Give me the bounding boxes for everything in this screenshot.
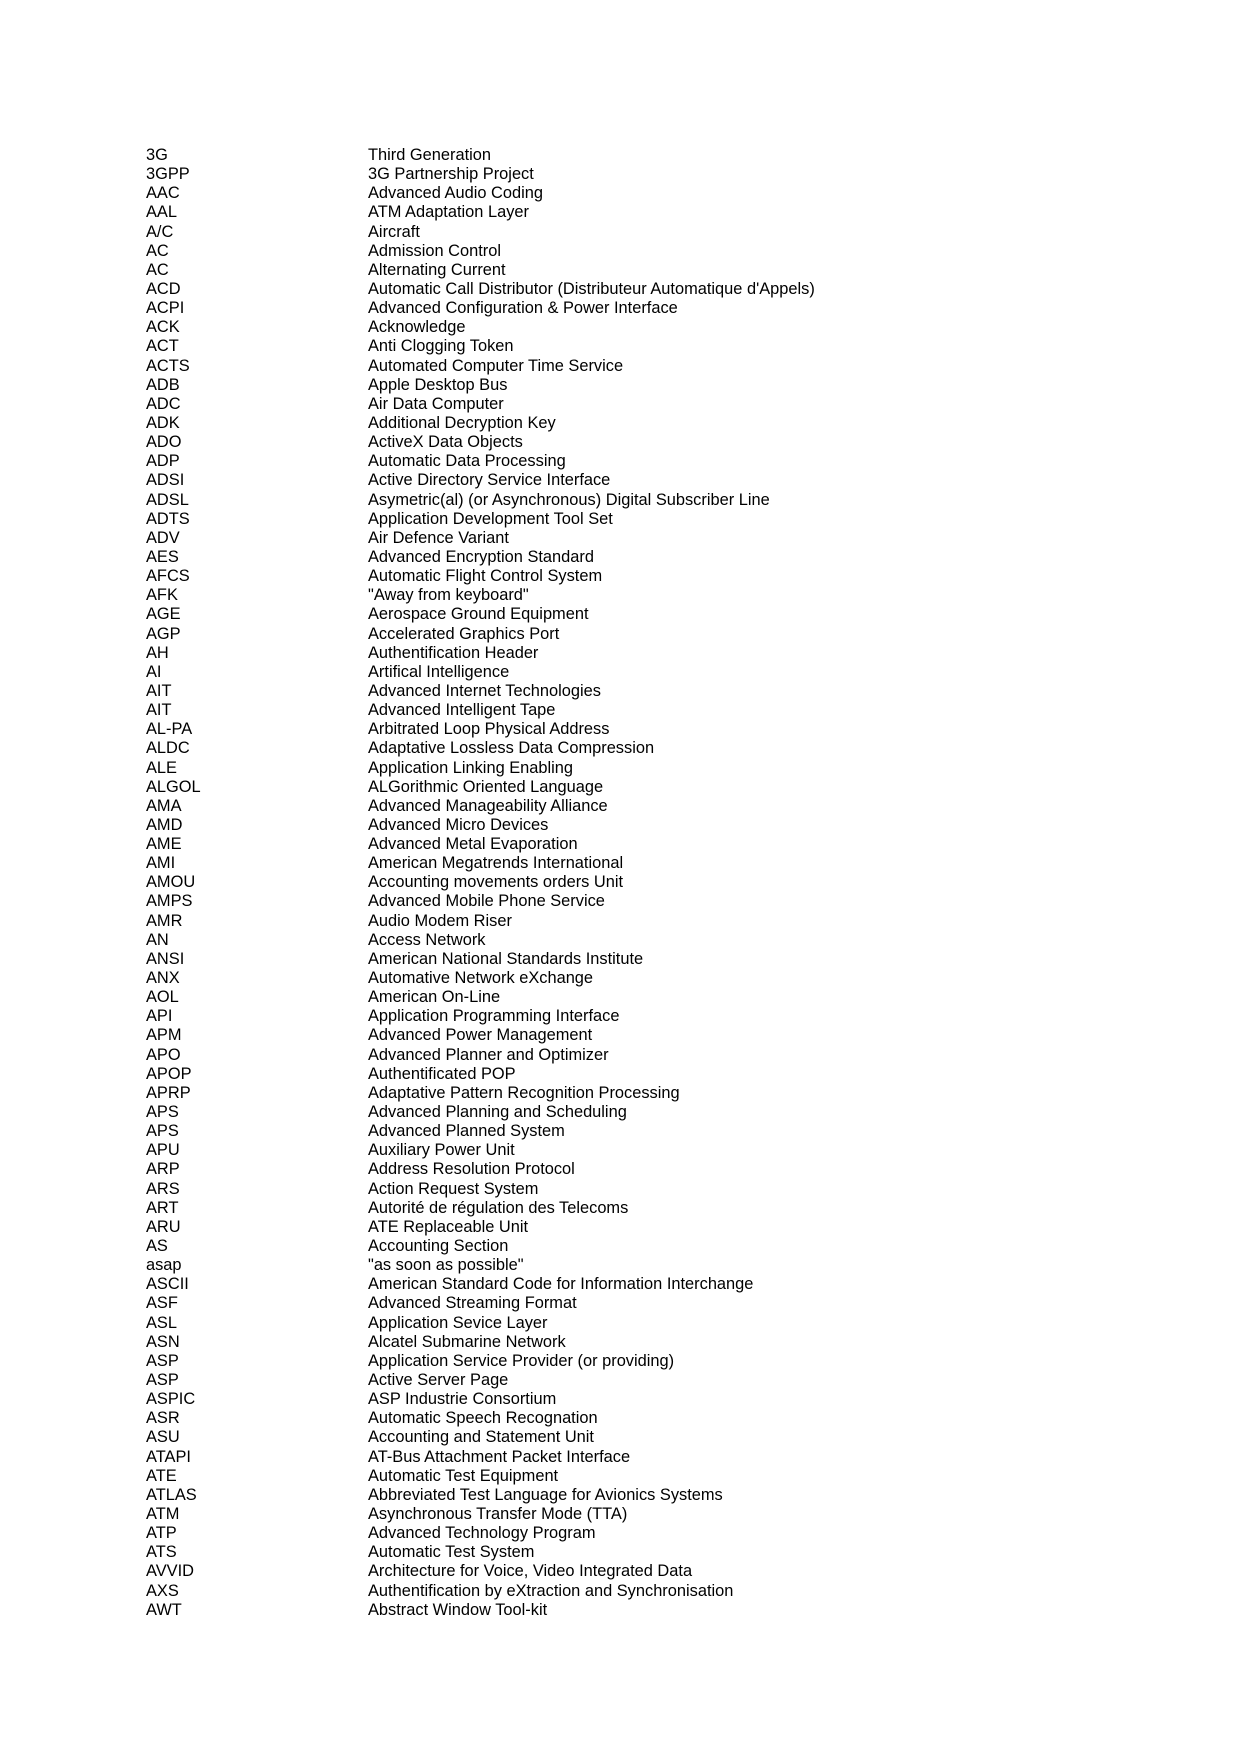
acronym-definition: ALGorithmic Oriented Language bbox=[368, 777, 604, 796]
acronym: AGP bbox=[146, 624, 181, 643]
glossary-row bbox=[146, 184, 1146, 203]
acronym: AN bbox=[146, 930, 169, 949]
acronym-definition: Active Directory Service Interface bbox=[368, 471, 611, 490]
acronym: ALDC bbox=[146, 739, 190, 758]
acronym: AWT bbox=[146, 1600, 182, 1619]
acronym-definition: Advanced Internet Technologies bbox=[368, 681, 601, 700]
acronym-definition: Accounting Section bbox=[368, 1237, 509, 1256]
acronym: ATE bbox=[146, 1466, 177, 1485]
glossary-row bbox=[146, 1543, 1146, 1562]
glossary-row bbox=[146, 491, 1146, 510]
acronym-definition: Advanced Configuration & Power Interface bbox=[368, 299, 678, 318]
acronym-definition: Alternating Current bbox=[368, 260, 506, 279]
acronym: ADC bbox=[146, 394, 181, 413]
acronym: AME bbox=[146, 835, 182, 854]
acronym: API bbox=[146, 1007, 173, 1026]
acronym-definition: Accounting and Statement Unit bbox=[368, 1428, 594, 1447]
acronym: asap bbox=[146, 1256, 182, 1275]
glossary-row bbox=[146, 1294, 1146, 1313]
glossary-row bbox=[146, 261, 1146, 280]
glossary-row bbox=[146, 1199, 1146, 1218]
glossary-row bbox=[146, 242, 1146, 261]
acronym: AL-PA bbox=[146, 720, 193, 739]
glossary-row bbox=[146, 1065, 1146, 1084]
acronym-definition: "Away from keyboard" bbox=[368, 586, 529, 605]
acronym-definition: ActiveX Data Objects bbox=[368, 433, 523, 452]
acronym-definition: Arbitrated Loop Physical Address bbox=[368, 720, 610, 739]
acronym: AIT bbox=[146, 681, 172, 700]
glossary-row bbox=[146, 816, 1146, 835]
glossary-row bbox=[146, 223, 1146, 242]
acronym-definition: Automatic Speech Recognation bbox=[368, 1409, 598, 1428]
acronym: APO bbox=[146, 1045, 181, 1064]
acronym-definition: Advanced Manageability Alliance bbox=[368, 796, 608, 815]
acronym-definition: Application Development Tool Set bbox=[368, 509, 613, 528]
acronym: A/C bbox=[146, 222, 174, 241]
glossary-row bbox=[146, 625, 1146, 644]
acronym: ATM bbox=[146, 1504, 180, 1523]
glossary-row bbox=[146, 1371, 1146, 1390]
glossary-row bbox=[146, 1562, 1146, 1581]
glossary-row bbox=[146, 1026, 1146, 1045]
acronym-definition: Asynchronous Transfer Mode (TTA) bbox=[368, 1504, 628, 1523]
acronym: AS bbox=[146, 1237, 168, 1256]
acronym-definition: Address Resolution Protocol bbox=[368, 1160, 575, 1179]
acronym-definition: Adaptative Pattern Recognition Processing bbox=[368, 1083, 680, 1102]
acronym: AMR bbox=[146, 911, 183, 930]
glossary-row bbox=[146, 586, 1146, 605]
acronym-definition: Anti Clogging Token bbox=[368, 337, 514, 356]
acronym: ASU bbox=[146, 1428, 180, 1447]
acronym: AH bbox=[146, 643, 169, 662]
acronym: ATP bbox=[146, 1524, 177, 1543]
glossary-row bbox=[146, 1333, 1146, 1352]
acronym-definition: Authentificated POP bbox=[368, 1064, 516, 1083]
acronym-definition: Alcatel Submarine Network bbox=[368, 1332, 566, 1351]
acronym: AAC bbox=[146, 184, 180, 203]
glossary-row bbox=[146, 1314, 1146, 1333]
acronym: APOP bbox=[146, 1064, 192, 1083]
acronym-definition: Aircraft bbox=[368, 222, 420, 241]
acronym: ADB bbox=[146, 375, 180, 394]
acronym-definition: Automatic Test Equipment bbox=[368, 1466, 559, 1485]
acronym: ADSL bbox=[146, 490, 189, 509]
acronym: AMOU bbox=[146, 873, 196, 892]
acronym: AGE bbox=[146, 605, 181, 624]
acronym-definition: Third Generation bbox=[368, 146, 491, 164]
glossary-row bbox=[146, 1428, 1146, 1447]
glossary-row bbox=[146, 1275, 1146, 1294]
glossary-row bbox=[146, 1409, 1146, 1428]
acronym-definition: Aerospace Ground Equipment bbox=[368, 605, 589, 624]
glossary-row bbox=[146, 357, 1146, 376]
glossary-row bbox=[146, 452, 1146, 471]
glossary-row bbox=[146, 1103, 1146, 1122]
acronym-definition: Accelerated Graphics Port bbox=[368, 624, 560, 643]
acronym-definition: "as soon as possible" bbox=[368, 1256, 524, 1275]
acronym: AOL bbox=[146, 988, 179, 1007]
acronym-definition: Accounting movements orders Unit bbox=[368, 873, 624, 892]
acronym: AMI bbox=[146, 854, 176, 873]
glossary-row bbox=[146, 1467, 1146, 1486]
glossary-row bbox=[146, 701, 1146, 720]
acronym: ACT bbox=[146, 337, 179, 356]
glossary-row bbox=[146, 165, 1146, 184]
glossary-row bbox=[146, 1141, 1146, 1160]
acronym-definition: Advanced Metal Evaporation bbox=[368, 835, 578, 854]
glossary-row bbox=[146, 1160, 1146, 1179]
glossary-row bbox=[146, 529, 1146, 548]
acronym-definition: Advanced Micro Devices bbox=[368, 815, 549, 834]
acronym-definition: American National Standards Institute bbox=[368, 949, 644, 968]
glossary-row bbox=[146, 395, 1146, 414]
acronym-definition: American On-Line bbox=[368, 988, 501, 1007]
acronym-definition: 3G Partnership Project bbox=[368, 165, 534, 184]
glossary-row bbox=[146, 1122, 1146, 1141]
acronym-definition: Advanced Planned System bbox=[368, 1122, 565, 1141]
acronym: ASP bbox=[146, 1371, 179, 1389]
acronym: AXS bbox=[146, 1581, 179, 1600]
acronym-definition: Advanced Audio Coding bbox=[368, 184, 543, 203]
acronym: ALGOL bbox=[146, 777, 201, 796]
acronym-definition: AT-Bus Attachment Packet Interface bbox=[368, 1447, 631, 1466]
glossary-row bbox=[146, 1007, 1146, 1026]
glossary-row bbox=[146, 337, 1146, 356]
acronym: ACTS bbox=[146, 356, 190, 375]
acronym: ASL bbox=[146, 1313, 177, 1332]
glossary-row bbox=[146, 682, 1146, 701]
glossary-row bbox=[146, 892, 1146, 911]
acronym-definition: Admission Control bbox=[368, 241, 501, 260]
acronym-definition: Advanced Intelligent Tape bbox=[368, 701, 556, 720]
glossary-row bbox=[146, 471, 1146, 490]
glossary-row bbox=[146, 203, 1146, 222]
acronym-definition: Air Data Computer bbox=[368, 394, 504, 413]
glossary-row bbox=[146, 873, 1146, 892]
acronym: APM bbox=[146, 1026, 182, 1045]
acronym: AVVID bbox=[146, 1562, 194, 1581]
acronym: 3GPP bbox=[146, 165, 190, 184]
acronym-definition: Abbreviated Test Language for Avionics Systems bbox=[368, 1485, 723, 1504]
glossary-row bbox=[146, 988, 1146, 1007]
acronym: ADV bbox=[146, 528, 180, 547]
acronym-definition: Acknowledge bbox=[368, 318, 466, 337]
glossary-row bbox=[146, 1524, 1146, 1543]
acronym-definition: Automatic Data Processing bbox=[368, 452, 566, 471]
acronym: ASPIC bbox=[146, 1390, 196, 1409]
glossary-row bbox=[146, 414, 1146, 433]
acronym-definition: Adaptative Lossless Data Compression bbox=[368, 739, 655, 758]
acronym-definition: Autorité de régulation des Telecoms bbox=[368, 1198, 629, 1217]
acronym: APS bbox=[146, 1122, 179, 1141]
acronym-definition: Advanced Technology Program bbox=[368, 1524, 596, 1543]
acronym-definition: Automatic Flight Control System bbox=[368, 567, 603, 586]
acronym: AFCS bbox=[146, 567, 190, 586]
acronym-definition: Air Defence Variant bbox=[368, 528, 509, 547]
acronym-definition: American Megatrends International bbox=[368, 854, 624, 873]
acronym: ATAPI bbox=[146, 1447, 191, 1466]
acronym: AES bbox=[146, 547, 179, 566]
acronym-definition: Application Programming Interface bbox=[368, 1007, 620, 1026]
acronym: ADO bbox=[146, 433, 182, 452]
glossary-row bbox=[146, 759, 1146, 778]
acronym: APU bbox=[146, 1141, 180, 1160]
glossary-row bbox=[146, 739, 1146, 758]
glossary-row bbox=[146, 1390, 1146, 1409]
acronym: ARS bbox=[146, 1179, 180, 1198]
acronym: ADP bbox=[146, 452, 180, 471]
acronym: AMD bbox=[146, 815, 183, 834]
acronym: AFK bbox=[146, 586, 178, 605]
acronym-definition: American Standard Code for Information Interchange bbox=[368, 1275, 754, 1294]
acronym-definition: Apple Desktop Bus bbox=[368, 375, 508, 394]
glossary-row bbox=[146, 318, 1146, 337]
acronym: ADK bbox=[146, 413, 180, 432]
glossary-row bbox=[146, 548, 1146, 567]
glossary-row bbox=[146, 1046, 1146, 1065]
acronym-definition: Architecture for Voice, Video Integrated Data bbox=[368, 1562, 693, 1581]
glossary-row bbox=[146, 969, 1146, 988]
acronym-definition: Application Sevice Layer bbox=[368, 1313, 548, 1332]
acronym: ATLAS bbox=[146, 1485, 197, 1504]
acronym: AMPS bbox=[146, 892, 193, 911]
glossary-row bbox=[146, 797, 1146, 816]
glossary-row bbox=[146, 663, 1146, 682]
glossary-row bbox=[146, 931, 1146, 950]
acronym-glossary-list bbox=[146, 146, 1146, 1620]
acronym: ASR bbox=[146, 1409, 180, 1428]
glossary-row bbox=[146, 567, 1146, 586]
glossary-row bbox=[146, 1505, 1146, 1524]
acronym-definition: Application Service Provider (or providing) bbox=[368, 1351, 675, 1370]
acronym: ACK bbox=[146, 318, 180, 337]
glossary-row bbox=[146, 1256, 1146, 1275]
acronym-definition: Automatic Test System bbox=[368, 1543, 535, 1562]
glossary-row bbox=[146, 433, 1146, 452]
glossary-row bbox=[146, 778, 1146, 797]
acronym: ART bbox=[146, 1198, 179, 1217]
acronym: APRP bbox=[146, 1083, 191, 1102]
acronym-definition: Advanced Streaming Format bbox=[368, 1294, 577, 1313]
acronym-definition: Application Linking Enabling bbox=[368, 758, 574, 777]
glossary-row bbox=[146, 1084, 1146, 1103]
acronym: AMA bbox=[146, 796, 182, 815]
acronym: 3G bbox=[146, 146, 168, 164]
acronym: ASP bbox=[146, 1351, 179, 1370]
acronym: ASCII bbox=[146, 1275, 189, 1294]
glossary-row bbox=[146, 1486, 1146, 1505]
glossary-row bbox=[146, 835, 1146, 854]
glossary-row bbox=[146, 1180, 1146, 1199]
acronym-definition: Authentification by eXtraction and Synchronisation bbox=[368, 1581, 734, 1600]
acronym-definition: Automative Network eXchange bbox=[368, 969, 594, 988]
acronym: ARP bbox=[146, 1160, 180, 1179]
glossary-row bbox=[146, 912, 1146, 931]
acronym: ALE bbox=[146, 758, 177, 777]
glossary-row bbox=[146, 1582, 1146, 1601]
acronym-definition: ATE Replaceable Unit bbox=[368, 1217, 529, 1236]
glossary-row bbox=[146, 950, 1146, 969]
acronym-definition: ASP Industrie Consortium bbox=[368, 1390, 557, 1409]
acronym-definition: Advanced Mobile Phone Service bbox=[368, 892, 605, 911]
glossary-row bbox=[146, 854, 1146, 873]
acronym: APS bbox=[146, 1103, 179, 1122]
acronym-definition: Automated Computer Time Service bbox=[368, 356, 624, 375]
acronym-definition: Authentification Header bbox=[368, 643, 539, 662]
acronym: ATS bbox=[146, 1543, 177, 1562]
acronym-definition: Active Server Page bbox=[368, 1371, 509, 1389]
acronym-definition: Action Request System bbox=[368, 1179, 539, 1198]
acronym: ANSI bbox=[146, 949, 185, 968]
glossary-row bbox=[146, 376, 1146, 395]
acronym-definition: Additional Decryption Key bbox=[368, 413, 556, 432]
acronym-definition: Advanced Encryption Standard bbox=[368, 547, 594, 566]
acronym-definition: Artifical Intelligence bbox=[368, 662, 510, 681]
acronym: ADSI bbox=[146, 471, 185, 490]
acronym-definition: Automatic Call Distributor (Distributeur Automatique d'Appels) bbox=[368, 279, 815, 298]
glossary-row bbox=[146, 644, 1146, 663]
acronym: ASN bbox=[146, 1332, 180, 1351]
acronym: ANX bbox=[146, 969, 180, 988]
acronym: ACD bbox=[146, 279, 181, 298]
acronym: ASF bbox=[146, 1294, 178, 1313]
glossary-row bbox=[146, 1448, 1146, 1467]
glossary-row bbox=[146, 510, 1146, 529]
acronym: AC bbox=[146, 241, 169, 260]
glossary-row bbox=[146, 280, 1146, 299]
acronym-definition: Abstract Window Tool-kit bbox=[368, 1600, 548, 1619]
acronym: AAL bbox=[146, 203, 177, 222]
acronym-definition: Advanced Planning and Scheduling bbox=[368, 1103, 627, 1122]
acronym-definition: Advanced Power Management bbox=[368, 1026, 593, 1045]
glossary-row bbox=[146, 299, 1146, 318]
acronym-definition: Asymetric(al) (or Asynchronous) Digital Subscriber Line bbox=[368, 490, 770, 509]
acronym: ARU bbox=[146, 1217, 181, 1236]
acronym: AI bbox=[146, 662, 162, 681]
glossary-row bbox=[146, 720, 1146, 739]
acronym-definition: ATM Adaptation Layer bbox=[368, 203, 529, 222]
acronym: ADTS bbox=[146, 509, 190, 528]
glossary-row bbox=[146, 605, 1146, 624]
acronym-definition: Advanced Planner and Optimizer bbox=[368, 1045, 609, 1064]
acronym-definition: Access Network bbox=[368, 930, 486, 949]
glossary-row bbox=[146, 146, 1146, 165]
glossary-row bbox=[146, 1237, 1146, 1256]
acronym: AIT bbox=[146, 701, 172, 720]
acronym: AC bbox=[146, 260, 169, 279]
glossary-row bbox=[146, 1352, 1146, 1371]
acronym-definition: Auxiliary Power Unit bbox=[368, 1141, 515, 1160]
acronym: ACPI bbox=[146, 299, 185, 318]
glossary-row bbox=[146, 1218, 1146, 1237]
acronym-definition: Audio Modem Riser bbox=[368, 911, 512, 930]
glossary-row bbox=[146, 1601, 1146, 1620]
